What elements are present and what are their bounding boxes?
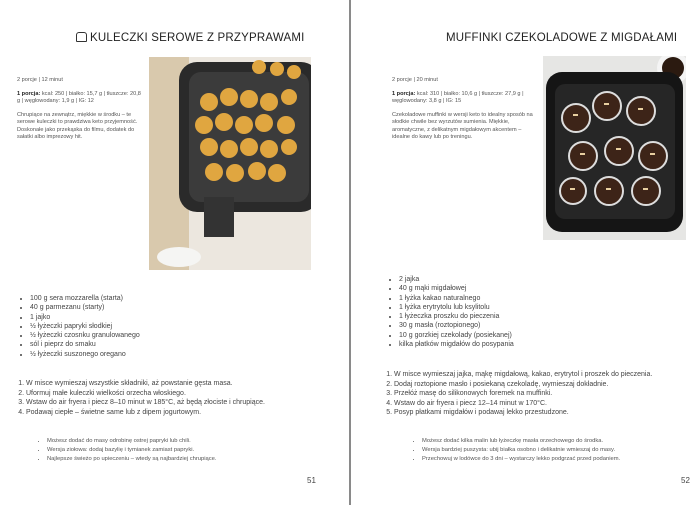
ingredient: • 10 g gorzkiej czekolady (posiekanej) (399, 331, 514, 340)
description: Chrupiące na zewnątrz, miękkie w środku – te serowe kuleczki to prawdziwa keto przyjemność. Doskonałe jako przekąska do filmu, dodatek do sałatki albo imprezowy hit. (17, 111, 138, 140)
step: 2. Dodaj roztopione masło i posiekaną czekoladę, wymieszaj dokładnie. (394, 380, 652, 390)
description: Czekoladowe muffinki w wersji keto to idealny sposób na słodkie chwile bez wyrzutów sumienia. Miękkie, aromatyczne, z delikatnym migdałowym akcentem – idealne do kawy lub po treningu. (392, 111, 533, 140)
nutrition: 1 porcja: kcal: 250 | białko: 15,7 g | tłuszcze: 20,8 g | węglowodany: 1,9 g | IG: 12 (17, 90, 141, 104)
cheese-balls-photo (149, 57, 311, 270)
step: 5. Posyp płatkami migdałów i podawaj lekko przestudzone. (394, 408, 652, 418)
ingredient: • 2 jajka (399, 275, 514, 284)
ingredient: • 1 łyżeczka proszku do pieczenia (399, 312, 514, 321)
page-52 (351, 0, 700, 505)
ingredient: • ½ łyżeczki papryki słodkiej (30, 322, 140, 331)
steps-list (26, 379, 265, 417)
ingredient: • kilka płatków migdałów do posypania (399, 340, 514, 349)
servings: 2 porcje | 20 minut (392, 77, 438, 83)
step: 1. W misce wymieszaj jajka, mąkę migdałową, kakao, erytrytol i proszek do pieczenia. (394, 370, 652, 380)
ingredient: • sól i pieprz do smaku (30, 340, 140, 349)
tips-list (47, 437, 217, 463)
tip: • Możesz dodać do masy odrobinę ostrej papryki lub chili. (47, 437, 217, 446)
ingredient: • 30 g masła (roztopionego) (399, 321, 514, 330)
tip: • Możesz dodać kilka malin lub łyżeczkę masła orzechowego do środka. (422, 437, 620, 446)
page-51 (0, 0, 349, 505)
step: 2. Uformuj małe kuleczki wielkości orzecha włoskiego. (26, 389, 265, 399)
step: 4. Podawaj ciepłe – świetne same lub z dipem jogurtowym. (26, 408, 265, 418)
nutrition: 1 porcja: kcal: 310 | białko: 10,6 g | tłuszcze: 27,9 g | węglowodany: 3,8 g | IG: 15 (392, 90, 524, 104)
page-number: 51 (307, 476, 316, 485)
tip: • Wersja bardziej puszysta: ubij białka osobno i delikatnie wmieszaj do masy. (422, 446, 620, 455)
tip: • Wersja ziołowa: dodaj bazylię i tymianek zamiast papryki. (47, 446, 217, 455)
tips-list (422, 437, 620, 463)
ingredient: • 1 łyżka kakao naturalnego (399, 294, 514, 303)
ingredients-list (399, 275, 514, 349)
recipe-title: KULECZKI SEROWE Z PRZYPRAWAMI (76, 32, 305, 44)
step: 3. Przełóż masę do silikonowych foremek na muffinki. (394, 389, 652, 399)
ingredient: • 1 łyżka erytrytolu lub ksylitolu (399, 303, 514, 312)
step: 4. Wstaw do air fryera i piecz 12–14 minut w 170°C. (394, 399, 652, 409)
recipe-meta (17, 77, 142, 148)
steps-list (394, 370, 652, 418)
step: 3. Wstaw do air fryera i piecz 8–10 minut w 185°C, aż będą złociste i chrupiące. (26, 398, 265, 408)
ingredient: • 1 jajko (30, 313, 140, 322)
tip: • Przechowuj w lodówce do 3 dni – wystarczy lekko podgrzać przed podaniem. (422, 455, 620, 464)
ingredient: • 40 g mąki migdałowej (399, 284, 514, 293)
chocolate-muffins-photo (543, 56, 686, 240)
servings: 2 porcje | 12 minut (17, 77, 63, 83)
tip: • Najlepsze świeżo po upieczeniu – wtedy są najbardziej chrupiące. (47, 455, 217, 464)
ingredient: • ½ łyżeczki suszonego oregano (30, 350, 140, 359)
page-number: 52 (681, 476, 690, 485)
ingredient: • 40 g parmezanu (starty) (30, 303, 140, 312)
ingredient: • ½ łyżeczki czosnku granulowanego (30, 331, 140, 340)
recipe-meta (392, 77, 537, 148)
recipe-title: MUFFINKI CZEKOLADOWE Z MIGDAŁAMI (446, 32, 678, 44)
ingredient: • 100 g sera mozzarella (starta) (30, 294, 140, 303)
step: 1. W misce wymieszaj wszystkie składniki, aż powstanie gęsta masa. (26, 379, 265, 389)
ingredients-list (30, 294, 140, 359)
cheese-icon (76, 32, 87, 42)
